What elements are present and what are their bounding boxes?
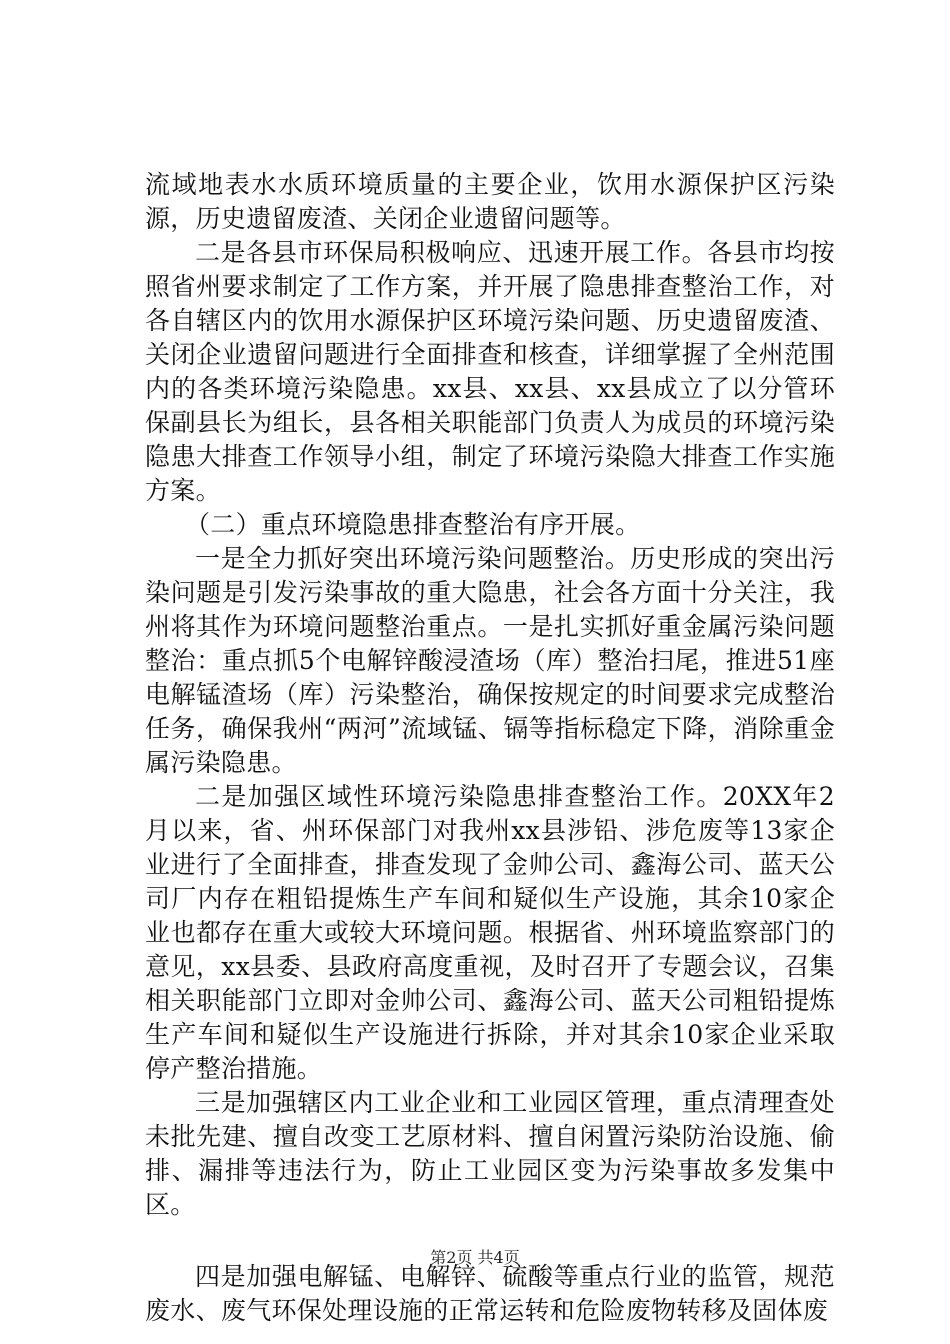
- page-number-footer: 第2页 共4页: [430, 1248, 520, 1267]
- paragraph-continuation: 流域地表水水质环境质量的主要企业，饮用水源保护区污染源，历史遗留废渣、关闭企业遗留问题等。: [145, 170, 835, 233]
- paragraph-county-response: 二是各县市环保局积极响应、迅速开展工作。各县市均按照省州要求制定了工作方案，并开展了隐患排查整治工作，对各自辖区内的饮用水源保护区环境污染问题、历史遗留废渣、关闭企业遗留问题进行全面排查和核查，详细掌握了全州范围内的各类环境污染隐患。xx县、xx县、xx县成立了以分管环保副县长为组长，县各相关职能部门负责人为成员的环境污染隐患大排查工作领导小组，制定了环境污染隐大排查工作实施方案。: [145, 238, 835, 505]
- paragraph-regional-investigation: 二是加强区域性环境污染隐患排查整治工作。20XX年2月以来，省、州环保部门对我州xx县涉铅、涉危废等13家企业进行了全面排查，排查发现了金帅公司、鑫海公司、蓝天公司厂内存在粗铅提炼生产车间和疑似生产设施，其余10家企业也都存在重大或较大环境问题。根据省、州环境监察部门的意见，xx县委、县政府高度重视，及时召开了专题会议，召集相关职能部门立即对金帅公司、鑫海公司、蓝天公司粗铅提炼生产车间和疑似生产设施进行拆除，并对其余10家企业采取停产整治措施。: [145, 782, 835, 1083]
- paragraph-pollution-rectification: 一是全力抓好突出环境污染问题整治。历史形成的突出污染问题是引发污染事故的重大隐患，社会各方面十分关注，我州将其作为环境问题整治重点。一是扎实抓好重金属污染问题整治：重点抓5个电解锌酸浸渣场（库）整治扫尾，推进51座电解锰渣场（库）污染整治，确保按规定的时间要求完成整治任务，确保我州“两河”流域锰、镉等指标稳定下降，消除重金属污染隐患。: [145, 544, 835, 777]
- paragraph-key-industries: 四是加强电解锰、电解锌、硫酸等重点行业的监管，规范废水、废气环保处理设施的正常运转和危险废物转移及固体废: [145, 1262, 835, 1325]
- section-heading-2: （二）重点环境隐患排查整治有序开展。: [185, 510, 641, 539]
- paragraph-industrial-park: 三是加强辖区内工业企业和工业园区管理，重点清理查处未批先建、擅自改变工艺原材料、擅自闲置污染防治设施、偷排、漏排等违法行为，防止工业园区变为污染事故多发集中区。: [145, 1088, 835, 1219]
- document-body: [145, 168, 835, 1328]
